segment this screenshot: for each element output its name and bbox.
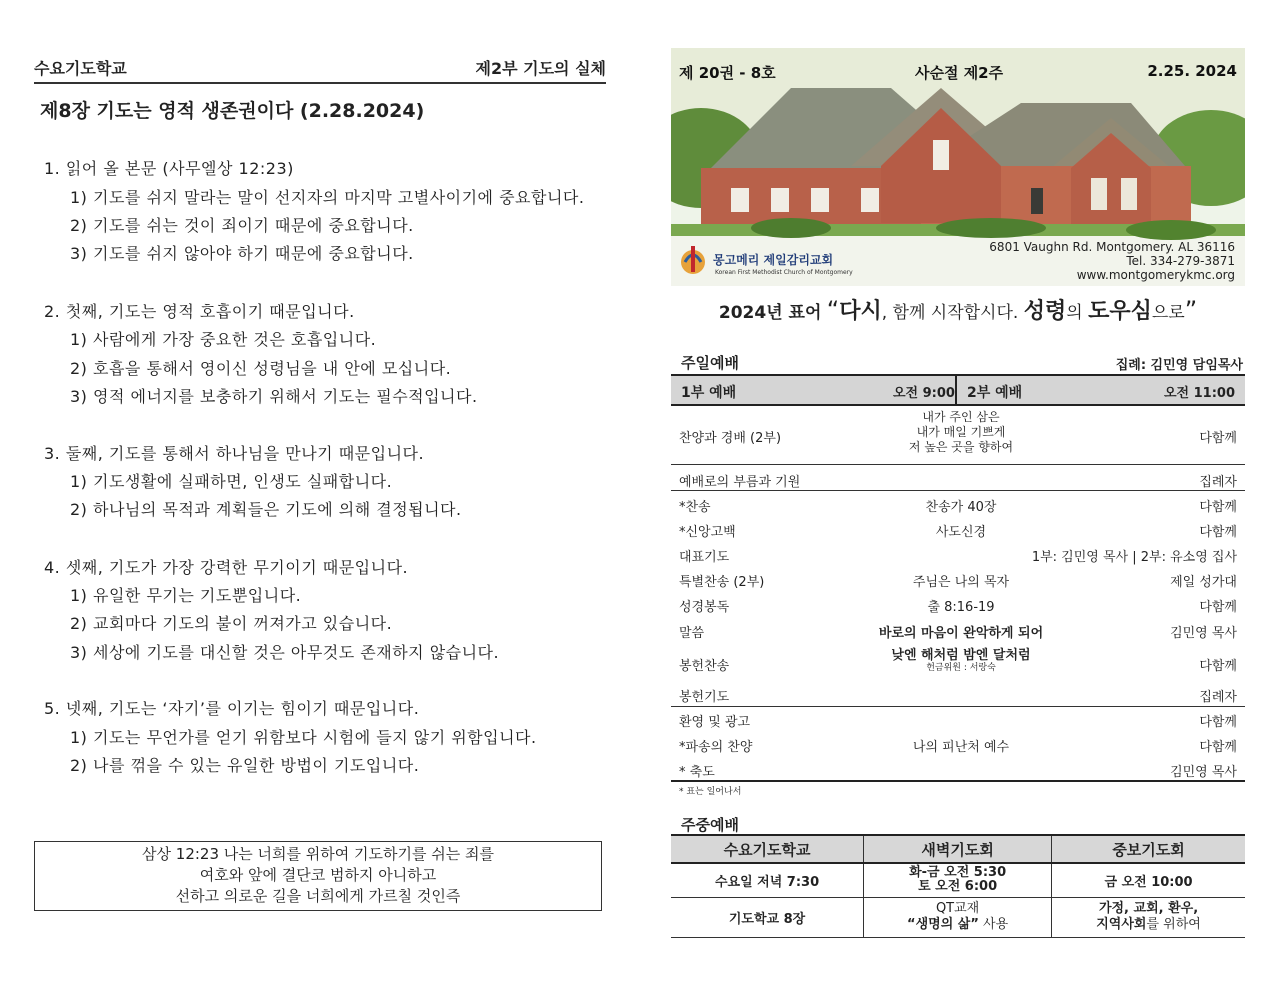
worship-content bbox=[821, 648, 1101, 673]
worship-person: 김민영 목사 bbox=[1170, 765, 1237, 780]
section-item: 2) 나를 꺾을 수 있는 유일한 방법이 기도입니다. bbox=[70, 756, 420, 775]
worship-content: 찬송가 40장 bbox=[925, 500, 997, 515]
church-website: www.montgomerykmc.org bbox=[1076, 268, 1235, 282]
left-page-header bbox=[34, 52, 606, 84]
worship-person: 다함께 bbox=[1199, 525, 1237, 540]
bulletin-date: 2.25. 2024 bbox=[1147, 62, 1237, 80]
motto-text: 으로 bbox=[1151, 303, 1185, 323]
worship-row bbox=[671, 648, 1245, 678]
worship-item: 특별찬송 (2부) bbox=[679, 575, 765, 590]
worship-person: 다함께 bbox=[1199, 659, 1237, 674]
worship-person: 다함께 bbox=[1199, 715, 1237, 730]
section-item: 1) 유일한 무기는 기도뿐입니다. bbox=[70, 586, 302, 605]
worship-item: * 축도 bbox=[679, 765, 715, 780]
section-item: 1) 사람에게 가장 중요한 것은 호흡입니다. bbox=[70, 330, 377, 349]
worship-title: 주일예배 bbox=[681, 354, 739, 372]
worship-item: *파송의 찬양 bbox=[679, 740, 753, 755]
chapter-title: 제8장 기도는 영적 생존권이다 (2.28.2024) bbox=[40, 100, 425, 122]
table-cell: 수요일 저녁 7:30 bbox=[671, 863, 864, 897]
praise-song: 내가 주인 삼은 bbox=[922, 410, 1000, 424]
table-cell: 금 오전 10:00 bbox=[1052, 863, 1245, 897]
church-name-korean: 몽고메리 제일감리교회 bbox=[713, 253, 834, 267]
worship-person: 다함께 bbox=[1199, 500, 1237, 515]
row-divider bbox=[671, 490, 1245, 491]
motto-prefix: 2024년 표어 bbox=[718, 303, 822, 323]
worship-item: *신앙고백 bbox=[679, 525, 736, 540]
section-item: 1) 기도를 쉬지 말라는 말이 선지자의 마지막 고별사이기에 중요합니다. bbox=[70, 188, 585, 207]
motto-text: 의 bbox=[1066, 303, 1089, 323]
table-bottom-rule bbox=[671, 780, 1245, 782]
table-cell: 기도학교 8장 bbox=[671, 897, 864, 937]
worship-person: 다함께 bbox=[1199, 740, 1237, 755]
worship-row bbox=[671, 410, 1245, 464]
church-address: 6801 Vaughn Rd. Montgomery. AL 36116 bbox=[989, 240, 1235, 254]
motto-text: , 함께 시작합시다. bbox=[881, 303, 1024, 323]
intercession-suffix: 를 위하여 bbox=[1146, 917, 1201, 932]
standing-footnote: * 표는 일어나서 bbox=[679, 787, 742, 797]
worship-content bbox=[821, 410, 1101, 455]
praise-song: 내가 매일 기쁘게 bbox=[916, 425, 1006, 439]
column-header: 중보기도회 bbox=[1052, 835, 1245, 863]
worship-item: 말씀 bbox=[679, 626, 705, 641]
worship-content: 출 8:16-19 bbox=[927, 600, 995, 615]
service-divider bbox=[955, 376, 957, 404]
motto-word: 성령 bbox=[1023, 299, 1067, 324]
column-header: 새벽기도회 bbox=[864, 835, 1052, 863]
worship-content: 주님은 나의 목자 bbox=[912, 575, 1010, 590]
motto-word: 도우심 bbox=[1088, 299, 1152, 324]
worship-person: 집례자 bbox=[1199, 690, 1237, 705]
motto-close-quote: ” bbox=[1184, 296, 1198, 324]
qt-material-suffix: 사용 bbox=[983, 917, 1009, 932]
column-header: 수요기도학교 bbox=[671, 835, 864, 863]
table-cell bbox=[864, 863, 1052, 897]
worship-content: 나의 피난처 예수 bbox=[912, 740, 1010, 755]
section-item: 3) 기도를 쉬지 않아야 하기 때문에 중요합니다. bbox=[70, 244, 414, 263]
table-row bbox=[671, 863, 1245, 897]
motto-word: 다시 bbox=[839, 299, 882, 324]
intercession-topics: 가정, 교회, 환우, bbox=[1098, 901, 1199, 916]
table-row bbox=[671, 897, 1245, 937]
section-heading: 4. 셋째, 기도가 가장 강력한 무기이기 때문입니다. bbox=[44, 558, 409, 577]
worship-person: 김민영 목사 bbox=[1170, 626, 1237, 641]
section-item: 1) 기도생활에 실패하면, 인생도 실패합니다. bbox=[70, 472, 393, 491]
liturgical-season: 사순절 제2주 bbox=[915, 64, 1004, 82]
worship-item: 환영 및 광고 bbox=[679, 715, 751, 730]
year-motto bbox=[671, 294, 1245, 325]
worship-person: 다함께 bbox=[1199, 431, 1237, 446]
dawn-prayer-weekday: 화-금 오전 5:30 bbox=[909, 865, 1007, 881]
section-item: 2) 교회마다 기도의 불이 꺼져가고 있습니다. bbox=[70, 614, 393, 633]
qt-material-title: “생명의 삶” bbox=[907, 917, 979, 932]
intercession-community: 지역사회 bbox=[1096, 917, 1147, 932]
row-divider bbox=[671, 706, 1245, 707]
worship-leader: 집례: 김민영 담임목사 bbox=[1115, 358, 1243, 373]
worship-person: 다함께 bbox=[1199, 600, 1237, 615]
service-times-bar bbox=[671, 374, 1245, 406]
section-item: 2) 기도를 쉬는 것이 죄이기 때문에 중요합니다. bbox=[70, 216, 414, 235]
worship-item: 찬양과 경배 (2부) bbox=[679, 431, 782, 446]
table-cell bbox=[1052, 897, 1245, 937]
praise-song: 저 높은 곳을 향하여 bbox=[908, 440, 1014, 454]
second-service-time: 오전 11:00 bbox=[1163, 386, 1235, 401]
volume-number: 제 20권 - 8호 bbox=[679, 64, 776, 82]
worship-item: *찬송 bbox=[679, 500, 711, 515]
worship-item: 대표기도 bbox=[679, 550, 730, 565]
worship-item: 봉헌찬송 bbox=[679, 659, 730, 674]
worship-person: 제일 성가대 bbox=[1170, 575, 1237, 590]
sermon-title: 바로의 마음이 완악하게 되어 bbox=[878, 626, 1044, 641]
table-header-row bbox=[671, 835, 1245, 863]
second-service-label: 2부 예배 bbox=[967, 385, 1023, 401]
section-heading: 3. 둘째, 기도를 통해서 하나님을 만나기 때문입니다. bbox=[44, 444, 425, 463]
worship-item: 성경봉독 bbox=[679, 600, 730, 615]
worship-content: 사도신경 bbox=[935, 525, 987, 540]
worship-item: 봉헌기도 bbox=[679, 690, 730, 705]
church-phone: Tel. 334-279-3871 bbox=[1126, 254, 1235, 268]
section-item: 3) 세상에 기도를 대신할 것은 아무것도 존재하지 않습니다. bbox=[70, 643, 500, 662]
motto-open-quote: “ bbox=[826, 296, 840, 324]
school-name: 수요기도학교 bbox=[34, 59, 127, 78]
offering-committee: 헌금위원 : 서랑숙 bbox=[926, 663, 996, 673]
worship-person: 집례자 bbox=[1199, 475, 1237, 490]
offertory-hymn: 낮엔 해처럼 밤엔 달처럼 bbox=[891, 648, 1031, 663]
bulletin-banner bbox=[671, 48, 1245, 286]
section-item: 1) 기도는 무언가를 얻기 위함보다 시험에 들지 않기 위함입니다. bbox=[70, 728, 537, 747]
section-item: 3) 영적 에너지를 보충하기 위해서 기도는 필수적입니다. bbox=[70, 387, 478, 406]
section-heading: 1. 읽어 올 본문 (사무엘상 12:23) bbox=[44, 159, 294, 178]
worship-item: 예배로의 부름과 기원 bbox=[679, 475, 801, 490]
section-item: 2) 호흡을 통해서 영이신 성령님을 내 안에 모십니다. bbox=[70, 359, 452, 378]
worship-person: 1부: 김민영 목사 | 2부: 유소영 집사 bbox=[1031, 550, 1237, 565]
dawn-prayer-saturday: 토 오전 6:00 bbox=[918, 879, 998, 895]
section-heading: 5. 넷째, 기도는 ‘자기’를 이기는 힘이기 때문입니다. bbox=[44, 699, 420, 718]
part-title: 제2부 기도의 실체 bbox=[475, 59, 606, 78]
memory-verse-box bbox=[34, 841, 602, 911]
verse-line: 삼상 12:23 나는 너희를 위하여 기도하기를 쉬는 죄를 bbox=[142, 845, 494, 863]
weekday-services-table bbox=[671, 834, 1245, 938]
section-heading: 2. 첫째, 기도는 영적 호흡이기 때문입니다. bbox=[44, 302, 355, 321]
section-item: 2) 하나님의 목적과 계획들은 기도에 의해 결정됩니다. bbox=[70, 500, 462, 519]
verse-line: 여호와 앞에 결단코 범하지 아니하고 bbox=[199, 866, 437, 884]
weekday-title: 주중예배 bbox=[681, 816, 739, 834]
first-service-time: 오전 9:00 bbox=[893, 386, 955, 401]
verse-line: 선하고 의로운 길을 너희에게 가르칠 것인즉 bbox=[175, 887, 461, 905]
qt-material-label: QT교재 bbox=[935, 901, 980, 916]
row-divider bbox=[671, 464, 1245, 465]
table-cell bbox=[864, 897, 1052, 937]
church-name-english: Korean First Methodist Church of Montgomery bbox=[715, 269, 853, 276]
first-service-label: 1부 예배 bbox=[681, 385, 737, 401]
